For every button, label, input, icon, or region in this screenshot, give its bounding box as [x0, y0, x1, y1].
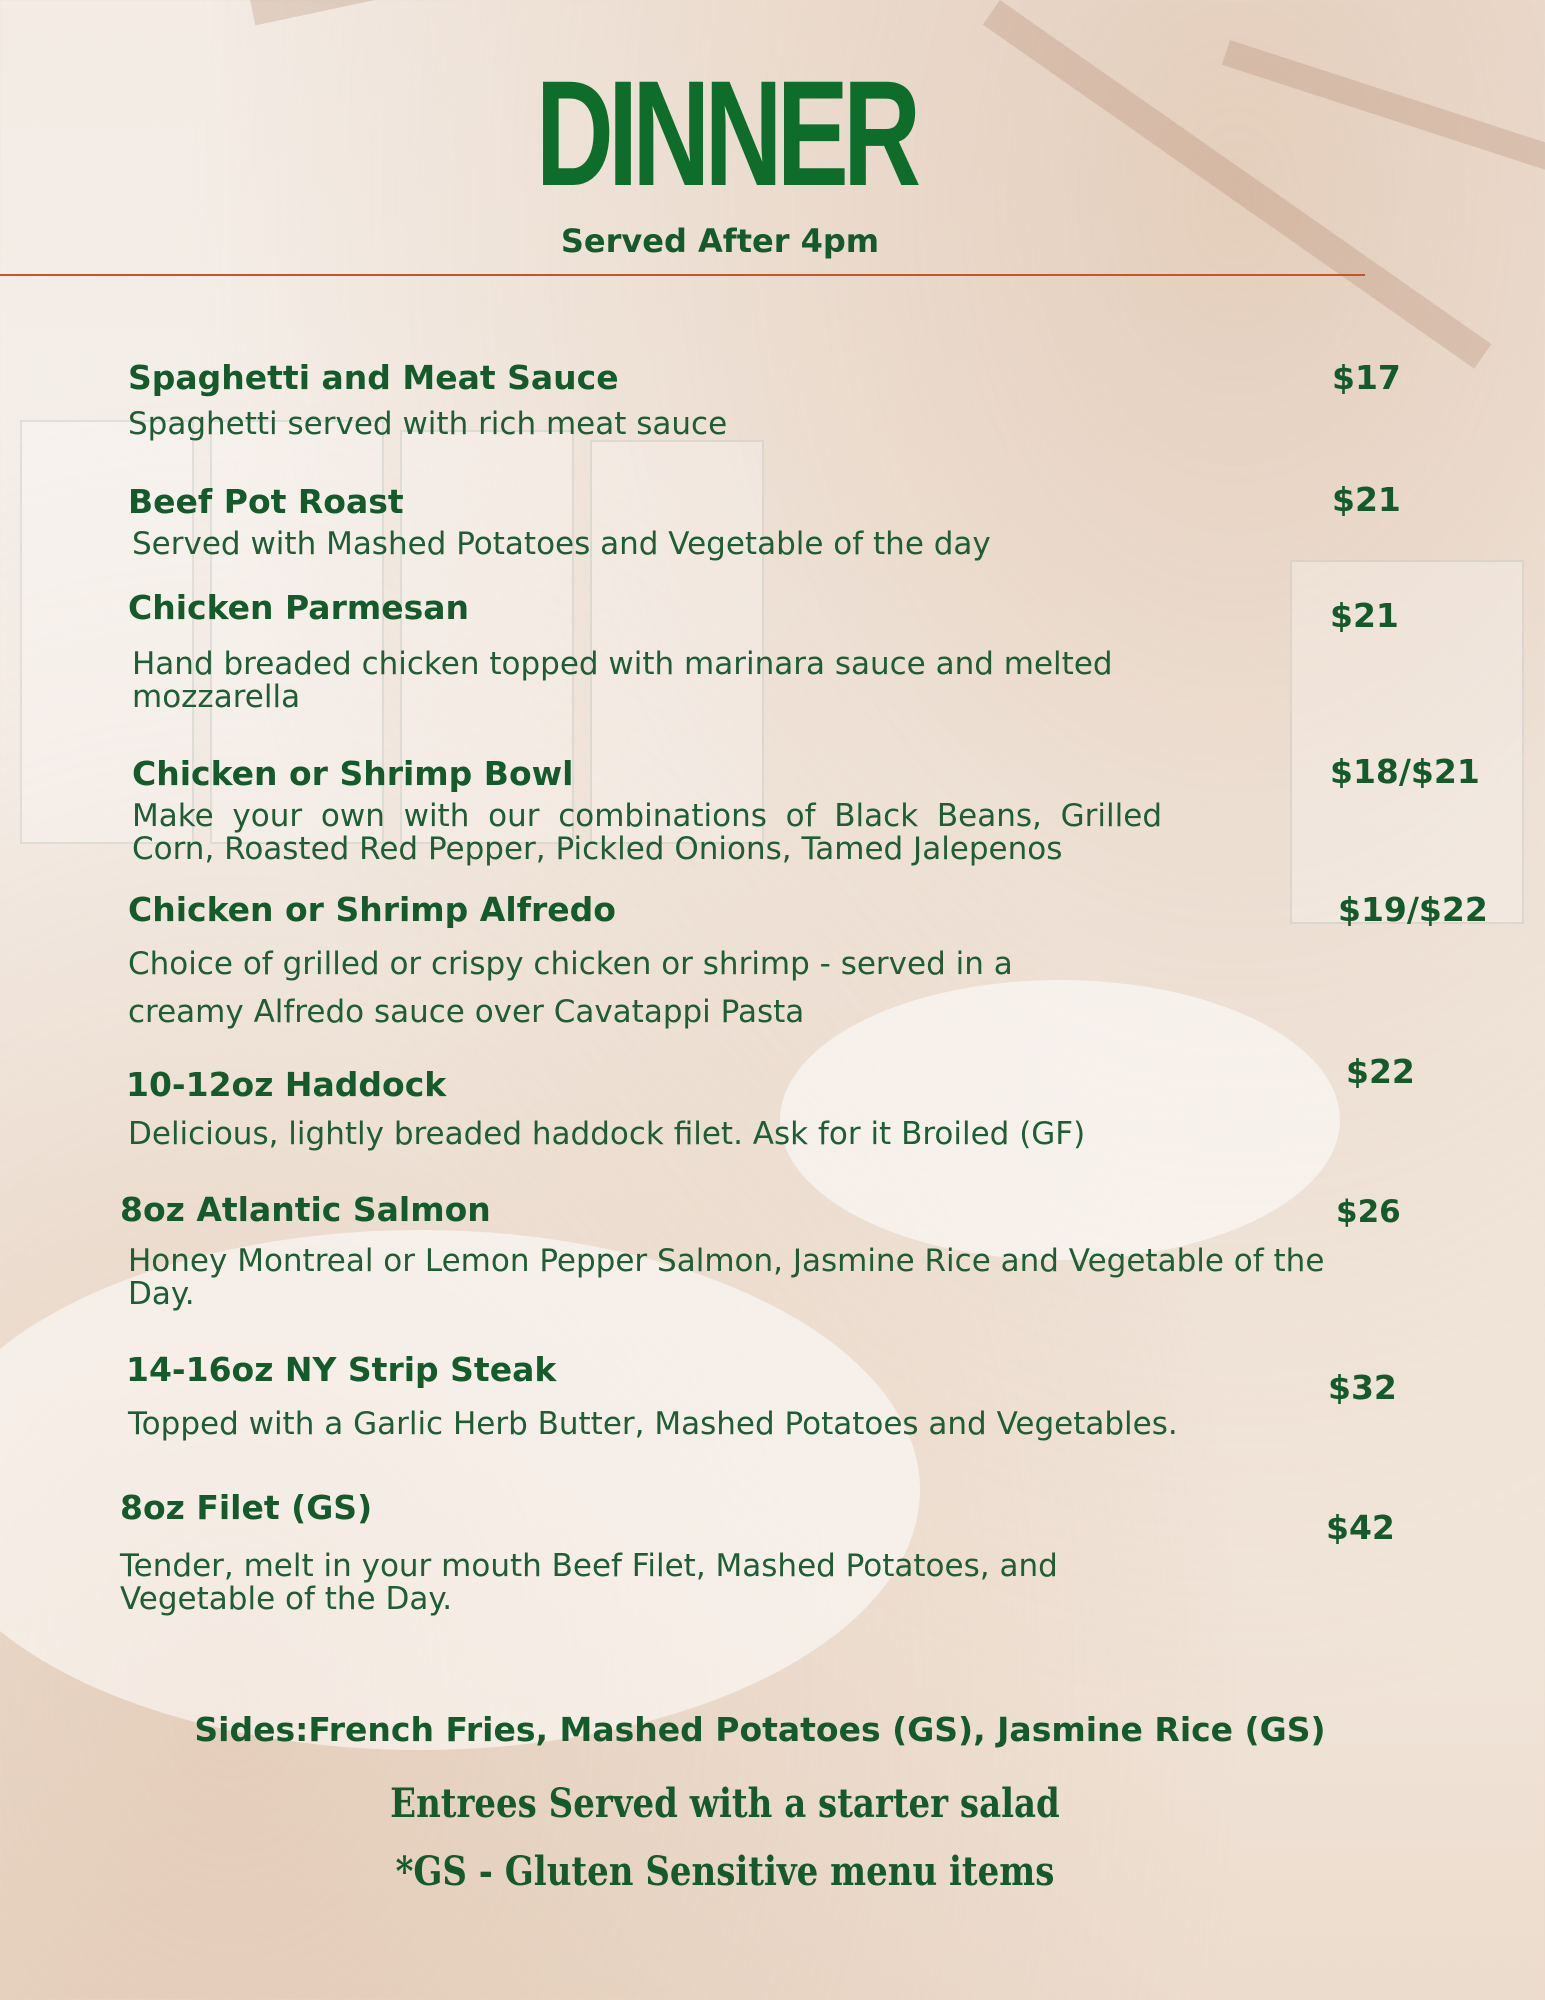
- menu-item-price: $17: [1332, 358, 1401, 397]
- menu-item-description: Hand breaded chicken topped with marinara sauce and melted mozzarella: [132, 646, 1113, 715]
- menu-subtitle: Served After 4pm: [560, 222, 880, 260]
- menu-item-price: $22: [1346, 1052, 1415, 1091]
- menu-item-description: Served with Mashed Potatoes and Vegetable of the day: [132, 526, 991, 562]
- sides-note: Sides:French Fries, Mashed Potatoes (GS), Jasmine Rice (GS): [194, 1710, 1326, 1749]
- menu-item-description: Tender, melt in your mouth Beef Filet, Mashed Potatoes, and Vegetable of the Day.: [120, 1548, 1058, 1617]
- menu-item-description: Topped with a Garlic Herb Butter, Mashed Potatoes and Vegetables.: [128, 1406, 1178, 1442]
- menu-item-price: $21: [1332, 480, 1401, 519]
- menu-item-name: Chicken Parmesan: [128, 588, 470, 627]
- menu-item-description: Make your own with our combinations of Black Beans, Grilled Corn, Roasted Red Pepper, Pickled Onions, Tamed Jalepenos: [132, 798, 1162, 867]
- menu-item-name: Spaghetti and Meat Sauce: [128, 358, 619, 397]
- menu-item-price: $32: [1328, 1368, 1397, 1407]
- menu-item-name: 8oz Atlantic Salmon: [120, 1190, 491, 1229]
- menu-item-name: 8oz Filet (GS): [120, 1488, 373, 1527]
- menu-item-price: $19/$22: [1338, 890, 1488, 929]
- menu-item-name: 10-12oz Haddock: [126, 1065, 447, 1104]
- menu-title: DINNER: [535, 49, 916, 217]
- menu-item-name: Chicken or Shrimp Alfredo: [128, 890, 616, 929]
- header-divider: [0, 274, 1365, 276]
- menu-item-price: $21: [1330, 596, 1399, 635]
- menu-item-description: Choice of grilled or crispy chicken or shrimp - served in a creamy Alfredo sauce over Cavatappi Pasta: [128, 946, 1013, 1031]
- menu-item-description: Honey Montreal or Lemon Pepper Salmon, Jasmine Rice and Vegetable of the Day.: [128, 1243, 1325, 1312]
- menu-item-price: $26: [1336, 1194, 1401, 1230]
- menu-item-description: Delicious, lightly breaded haddock filet. Ask for it Broiled (GF): [128, 1116, 1086, 1152]
- menu-item-name: Beef Pot Roast: [128, 482, 404, 521]
- menu-item-name: 14-16oz NY Strip Steak: [126, 1350, 557, 1389]
- menu-item-price: $42: [1326, 1508, 1395, 1547]
- footer-salad-note: Entrees Served with a starter salad: [390, 1780, 1060, 1827]
- menu-item-description: Spaghetti served with rich meat sauce: [128, 406, 728, 442]
- footer-gs-note: *GS - Gluten Sensitive menu items: [395, 1848, 1055, 1895]
- menu-item-price: $18/$21: [1330, 752, 1480, 791]
- menu-item-name: Chicken or Shrimp Bowl: [132, 754, 574, 793]
